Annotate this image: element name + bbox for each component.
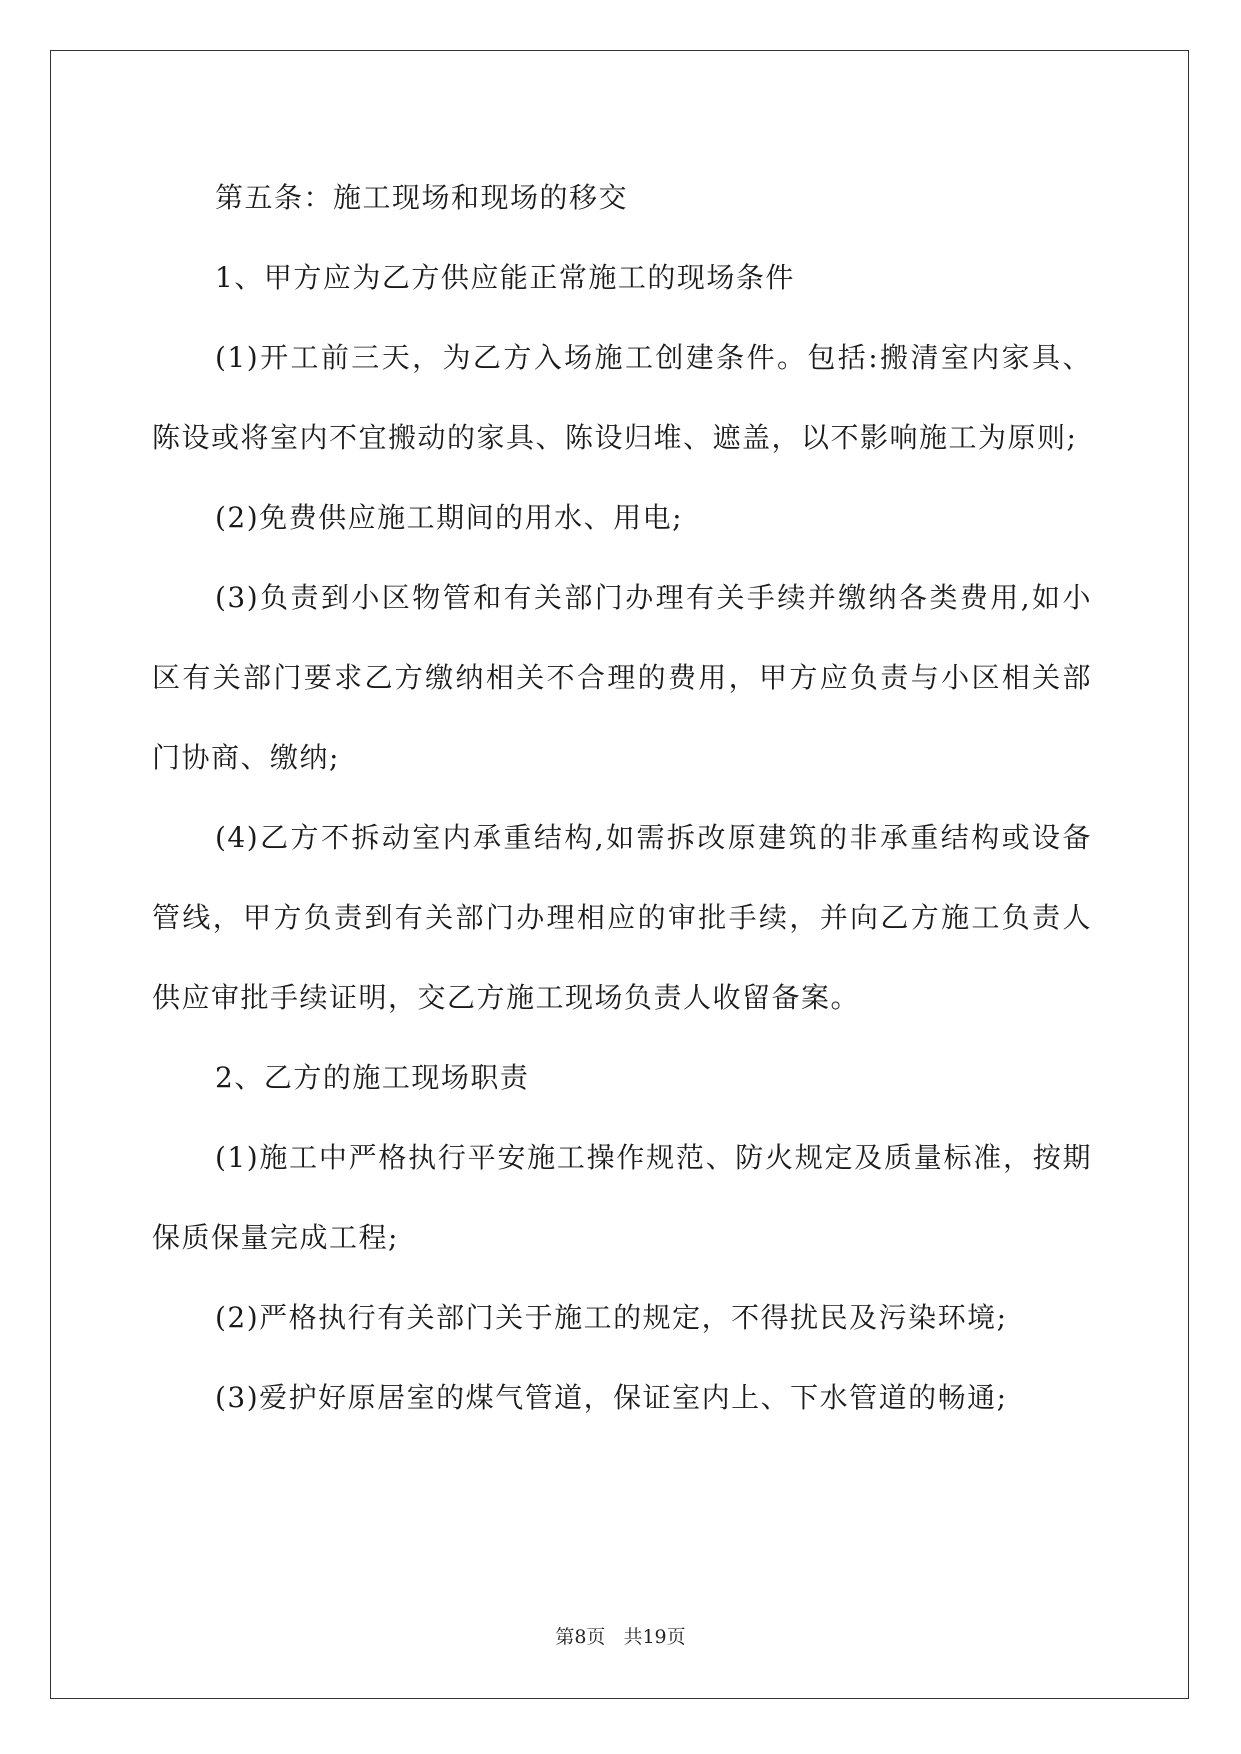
page-number: 第8页 — [555, 1626, 606, 1648]
clause-paragraph: (2)免费供应施工期间的用水、用电; — [215, 501, 684, 534]
clause-heading-2: 2、乙方的施工现场职责 — [215, 1061, 530, 1094]
clause-paragraph: (3)爱护好原居室的煤气管道，保证室内上、下水管道的畅通; — [215, 1381, 1008, 1414]
clause-paragraph: (4)乙方不拆动室内承重结构,如需拆改原建筑的非承重结构或设备管线，甲方负责到有关部门办理相应的审批手续，并向乙方施工负责人供应审批手续证明，交乙方施工现场负责人收留备案。 — [152, 821, 1092, 1014]
clause-paragraph: (1)施工中严格执行平安施工操作规范、防火规定及质量标准，按期保质保量完成工程; — [152, 1141, 1092, 1254]
clause-paragraph: (3)负责到小区物管和有关部门办理有关手续并缴纳各类费用,如小区有关部门要求乙方缴纳相关不合理的费用，甲方应负责与小区相关部门协商、缴纳; — [152, 581, 1092, 774]
clause-paragraph: (2)严格执行有关部门关于施工的规定，不得扰民及污染环境; — [215, 1301, 1008, 1334]
page-total: 共19页 — [623, 1626, 686, 1648]
page-footer — [0, 1622, 1241, 1649]
clause-heading-1: 1、甲方应为乙方供应能正常施工的现场条件 — [215, 261, 795, 294]
document-body — [152, 158, 1092, 1438]
clause-paragraph: (1)开工前三天，为乙方入场施工创建条件。包括:搬清室内家具、陈设或将室内不宜搬动的家具、陈设归堆、遮盖，以不影响施工为原则; — [152, 341, 1092, 454]
article-heading: 第五条：施工现场和现场的移交 — [215, 181, 629, 214]
